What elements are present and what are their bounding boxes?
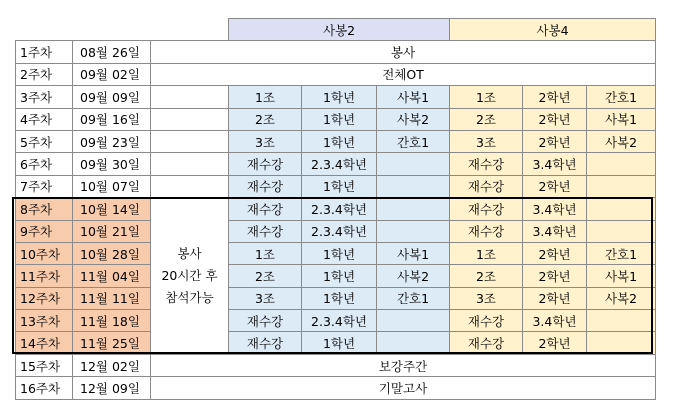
sabong2-cell: 사복1 xyxy=(377,86,450,108)
week-cell: 8주차 xyxy=(16,198,73,220)
sabong4-cell: 3.4학년 xyxy=(523,310,587,332)
sabong2-cell: 2.3.4학년 xyxy=(302,310,377,332)
sabong2-cell: 1학년 xyxy=(302,86,377,108)
sabong4-cell: 2학년 xyxy=(523,242,587,264)
sabong2-cell: 2.3.4학년 xyxy=(302,220,377,242)
sabong4-cell: 재수강 xyxy=(450,153,523,175)
date-cell: 11월 18일 xyxy=(73,310,151,332)
table-row xyxy=(16,220,656,242)
sabong2-cell xyxy=(377,198,450,220)
week-cell: 7주차 xyxy=(16,175,73,197)
week-cell: 2주차 xyxy=(16,63,73,85)
date-cell: 08월 26일 xyxy=(73,41,151,63)
sabong2-cell: 2조 xyxy=(229,265,302,287)
week-cell: 4주차 xyxy=(16,108,73,130)
sabong2-cell: 1학년 xyxy=(302,332,377,354)
sabong4-cell: 재수강 xyxy=(450,220,523,242)
sabong2-cell xyxy=(377,310,450,332)
sabong2-cell: 재수강 xyxy=(229,153,302,175)
sabong4-cell: 3.4학년 xyxy=(523,153,587,175)
empty-cell xyxy=(151,130,229,152)
week-cell: 11주차 xyxy=(16,265,73,287)
sabong4-cell: 재수강 xyxy=(450,332,523,354)
blank-cell xyxy=(151,19,229,41)
sabong4-cell xyxy=(587,153,656,175)
table-row xyxy=(16,265,656,287)
empty-cell xyxy=(151,86,229,108)
sabong2-cell xyxy=(377,175,450,197)
event-cell: 기말고사 xyxy=(151,377,656,399)
sabong2-cell: 재수강 xyxy=(229,175,302,197)
sabong2-cell xyxy=(377,220,450,242)
sabong4-cell: 2조 xyxy=(450,108,523,130)
sabong4-cell xyxy=(587,198,656,220)
table-row xyxy=(16,332,656,354)
week-cell: 1주차 xyxy=(16,41,73,63)
sabong4-cell: 3.4학년 xyxy=(523,198,587,220)
date-cell: 10월 14일 xyxy=(73,198,151,220)
sabong4-cell: 3.4학년 xyxy=(523,220,587,242)
event-cell: 보강주간 xyxy=(151,354,656,376)
note-cell xyxy=(151,198,229,355)
table-row xyxy=(16,130,656,152)
date-cell: 12월 02일 xyxy=(73,354,151,376)
sabong2-cell: 3조 xyxy=(229,287,302,309)
sabong2-cell: 2.3.4학년 xyxy=(302,153,377,175)
table-row xyxy=(16,63,656,85)
sabong4-cell: 재수강 xyxy=(450,175,523,197)
sabong4-cell: 1조 xyxy=(450,242,523,264)
sabong2-cell: 2.3.4학년 xyxy=(302,198,377,220)
sabong4-cell: 2학년 xyxy=(523,108,587,130)
week-cell: 13주차 xyxy=(16,310,73,332)
date-cell: 11월 25일 xyxy=(73,332,151,354)
sabong4-cell: 2학년 xyxy=(523,287,587,309)
table-row xyxy=(16,108,656,130)
week-cell: 14주차 xyxy=(16,332,73,354)
sabong2-cell: 재수강 xyxy=(229,198,302,220)
week-cell: 6주차 xyxy=(16,153,73,175)
event-cell: 전체OT xyxy=(151,63,656,85)
sabong4-cell xyxy=(587,175,656,197)
sabong2-cell xyxy=(377,153,450,175)
table-row xyxy=(16,153,656,175)
sabong4-cell xyxy=(587,310,656,332)
date-cell: 10월 07일 xyxy=(73,175,151,197)
blank-cell xyxy=(16,19,73,41)
week-cell: 9주차 xyxy=(16,220,73,242)
sabong2-cell: 재수강 xyxy=(229,220,302,242)
sabong4-cell: 간호1 xyxy=(587,242,656,264)
sabong2-cell: 간호1 xyxy=(377,287,450,309)
event-cell: 봉사 xyxy=(151,41,656,63)
schedule-table xyxy=(15,18,656,400)
week-cell: 10주차 xyxy=(16,242,73,264)
date-cell: 09월 30일 xyxy=(73,153,151,175)
sabong2-cell: 1조 xyxy=(229,242,302,264)
header-row xyxy=(16,19,656,41)
table-row xyxy=(16,86,656,108)
sabong4-cell: 사복1 xyxy=(587,265,656,287)
table-row xyxy=(16,175,656,197)
sabong4-cell: 3조 xyxy=(450,287,523,309)
date-cell: 11월 11일 xyxy=(73,287,151,309)
week-cell: 5주차 xyxy=(16,130,73,152)
week-cell: 3주차 xyxy=(16,86,73,108)
table-row xyxy=(16,41,656,63)
week-cell: 15주차 xyxy=(16,354,73,376)
week-cell: 12주차 xyxy=(16,287,73,309)
note-line: 20시간 후 xyxy=(161,267,218,283)
note-line: 봉사 xyxy=(177,245,202,261)
sabong2-cell: 1학년 xyxy=(302,175,377,197)
empty-cell xyxy=(151,175,229,197)
empty-cell xyxy=(151,153,229,175)
date-cell: 10월 28일 xyxy=(73,242,151,264)
header-sabong2: 사봉2 xyxy=(229,19,450,41)
sabong2-cell: 사복1 xyxy=(377,242,450,264)
sabong4-cell: 사복2 xyxy=(587,130,656,152)
date-cell: 09월 09일 xyxy=(73,86,151,108)
sabong4-cell xyxy=(587,220,656,242)
sabong4-cell: 사복1 xyxy=(587,108,656,130)
table-row xyxy=(16,354,656,376)
sabong2-cell: 재수강 xyxy=(229,332,302,354)
sabong2-cell: 1학년 xyxy=(302,242,377,264)
sabong4-cell xyxy=(587,332,656,354)
sabong2-cell: 2조 xyxy=(229,108,302,130)
empty-cell xyxy=(151,108,229,130)
sabong4-cell: 2학년 xyxy=(523,86,587,108)
date-cell: 12월 09일 xyxy=(73,377,151,399)
blank-cell xyxy=(73,19,151,41)
sabong4-cell: 2학년 xyxy=(523,265,587,287)
sabong2-cell: 1학년 xyxy=(302,108,377,130)
table-row xyxy=(16,310,656,332)
sabong4-cell: 2학년 xyxy=(523,175,587,197)
table-row xyxy=(16,242,656,264)
sabong4-cell: 2학년 xyxy=(523,332,587,354)
date-cell: 09월 23일 xyxy=(73,130,151,152)
sabong2-cell: 재수강 xyxy=(229,310,302,332)
table-row xyxy=(16,287,656,309)
sabong2-cell: 사복2 xyxy=(377,108,450,130)
week-cell: 16주차 xyxy=(16,377,73,399)
sabong4-cell: 간호1 xyxy=(587,86,656,108)
date-cell: 09월 16일 xyxy=(73,108,151,130)
sabong2-cell: 1조 xyxy=(229,86,302,108)
sabong2-cell: 3조 xyxy=(229,130,302,152)
table-row xyxy=(16,198,656,220)
note-line: 참석가능 xyxy=(165,289,214,305)
sabong4-cell: 2학년 xyxy=(523,130,587,152)
sabong2-cell: 1학년 xyxy=(302,130,377,152)
sabong2-cell xyxy=(377,332,450,354)
sabong4-cell: 1조 xyxy=(450,86,523,108)
date-cell: 10월 21일 xyxy=(73,220,151,242)
sabong4-cell: 재수강 xyxy=(450,198,523,220)
date-cell: 09월 02일 xyxy=(73,63,151,85)
sabong4-cell: 3조 xyxy=(450,130,523,152)
sabong4-cell: 2조 xyxy=(450,265,523,287)
table-row xyxy=(16,377,656,399)
date-cell: 11월 04일 xyxy=(73,265,151,287)
sabong2-cell: 사복2 xyxy=(377,265,450,287)
sabong2-cell: 1학년 xyxy=(302,265,377,287)
sabong2-cell: 간호1 xyxy=(377,130,450,152)
sabong4-cell: 재수강 xyxy=(450,310,523,332)
sabong2-cell: 1학년 xyxy=(302,287,377,309)
sabong4-cell: 사복2 xyxy=(587,287,656,309)
header-sabong4: 사봉4 xyxy=(450,19,656,41)
